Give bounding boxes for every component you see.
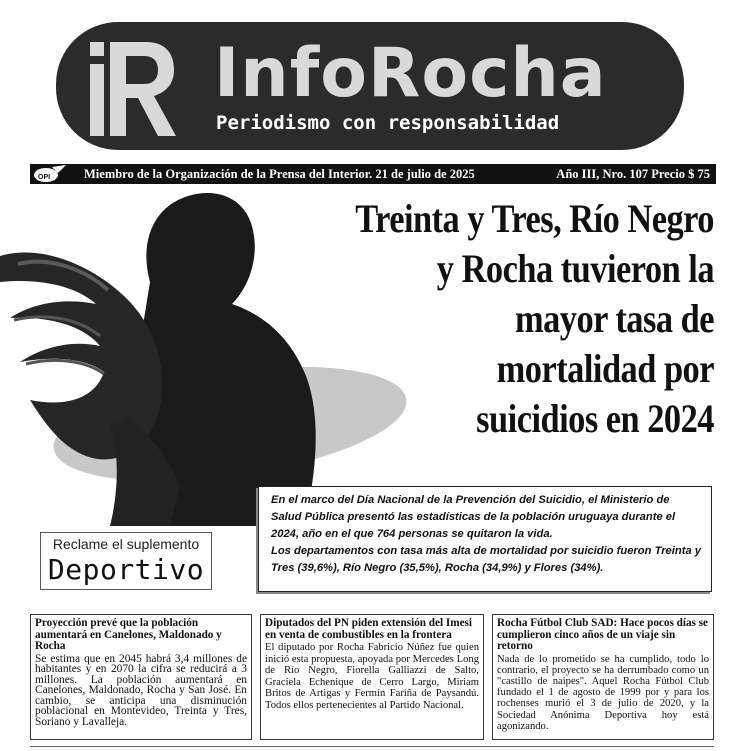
- supplement-name: Deportivo: [47, 553, 205, 586]
- opi-logo-text: OPI: [38, 174, 51, 181]
- news-column: [260, 614, 484, 740]
- lead-summary-box: [258, 486, 712, 592]
- column-title: Rocha Fútbol Club SAD: Hace pocos días se cumplieron cinco años de un viaje sin retorno: [497, 617, 709, 652]
- summary-paragraph: Los departamentos con tasa más alta de mortalidad por suicidio fueron Treinta y Tres (39,6%), Río Negro (35,5%), Rocha (34,9%) y Flores (34%).: [271, 545, 701, 574]
- issue-price: Año III, Nro. 107 Precio $ 75: [556, 167, 710, 181]
- supplement-box: [40, 532, 212, 590]
- headline-line: Treinta y Tres, Río Negro: [355, 196, 714, 241]
- summary-paragraph: En el marco del Día Nacional de la Prevención del Suicidio, el Ministerio de Salud Pública presentó las estadísticas de la población uruguaya durante el 2024, año en el que 764 personas se quitaron la vida.: [271, 494, 676, 540]
- headline-line: suicidios en 2024: [476, 396, 714, 441]
- brand-title: InfoRocha: [214, 34, 607, 113]
- headline-line: mortalidad por: [496, 346, 714, 391]
- opi-logo-icon: [32, 165, 72, 183]
- column-body: Nada de lo prometido se ha cumplido, todo lo contrario, el proyecto se ha derrumbado como un "castillo de naipes". Aquel Rocha Fútbol Club fundado el 1 de agosto de 1999 por y para los rochenses murió el 3 de julio de 2020, y la Sociedad Anónima Deportiva hoy está agonizando.: [497, 653, 709, 732]
- headline-line: mayor tasa de: [514, 296, 714, 341]
- column-title: Proyección prevé que la población aumentará en Canelones, Maldonado y Rocha: [35, 617, 222, 652]
- column-body: Se estima que en 2045 habrá 3,4 millones de habitantes y en 2070 la cifra se reducirá a 3 millones. La población aumentará en Canelones, Maldonado, Rocha y San José. En cambio, se anticipa una disminución poblacional en Montevideo, Treinta y Tres, Soriano y Lavalleja.: [35, 652, 247, 729]
- masthead: [56, 22, 684, 150]
- info-bar: [30, 164, 716, 184]
- tagline: Periodismo con responsabilidad: [216, 112, 560, 134]
- headline-line: y Rocha tuvieron la: [436, 246, 714, 291]
- supplement-label: Reclame el suplemento: [52, 536, 200, 552]
- news-column: [492, 614, 714, 740]
- column-body: El diputado por Rocha Fabricio Núñez fue quien inició esta propuesta, apoyada por Mercedes Long de Río Negro, Fiorella Galliazzi de Salto, Graciela Echenique de Cerro Largo, Miriam Britos de Artigas y Fermín Fariña de Paysandú. Todos ellos pertenecientes al Partido Nacional.: [265, 642, 479, 711]
- inforocha-logo-icon: [90, 42, 176, 136]
- news-column: [30, 614, 252, 740]
- membership-date: Miembro de la Organización de la Prensa del Interior. 21 de julio de 2025: [84, 167, 475, 181]
- column-title: Diputados del PN piden extensión del Imesi en venta de combustibles en la frontera: [265, 617, 472, 641]
- main-headline: [342, 194, 714, 444]
- bottom-divider: [30, 746, 714, 747]
